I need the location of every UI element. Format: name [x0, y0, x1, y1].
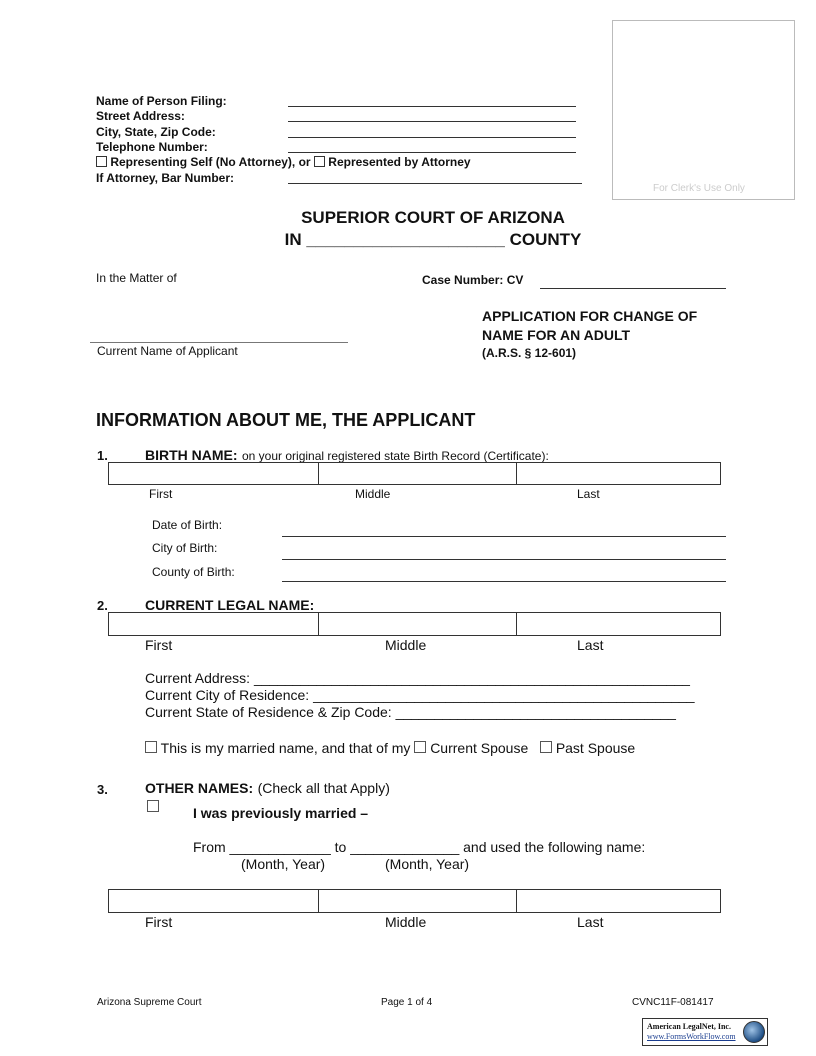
date-of-birth-field[interactable]: [282, 536, 726, 537]
bar-number-field[interactable]: [288, 183, 582, 184]
current-spouse-checkbox[interactable]: [414, 741, 426, 753]
clerk-use-box: [612, 20, 795, 200]
s1-first-label: First: [149, 487, 173, 501]
month-year-from-label: (Month, Year): [241, 856, 326, 872]
section-heading: INFORMATION ABOUT ME, THE APPLICANT: [96, 410, 476, 430]
statute-citation: (A.R.S. § 12-601): [482, 346, 577, 360]
s2-middle-label: Middle: [385, 637, 427, 653]
bar-number-label: If Attorney, Bar Number:: [96, 171, 235, 185]
filer-street-field[interactable]: [288, 121, 576, 122]
attorney-representation-checkbox[interactable]: [314, 156, 325, 167]
self-representation-checkbox[interactable]: [96, 156, 107, 167]
case-number-field[interactable]: [540, 288, 726, 289]
previously-married-checkbox[interactable]: [147, 800, 159, 812]
current-name-boxes: [108, 612, 721, 636]
s1-number: 1.: [97, 448, 108, 463]
logo-line-2: www.FormsWorkFlow.com: [647, 1032, 736, 1041]
s3-last-label: Last: [577, 914, 604, 930]
month-year-to-label: (Month, Year): [385, 856, 470, 872]
attorney-representation-label: Represented by Attorney: [328, 155, 471, 169]
married-name-label: This is my married name, and that of my: [160, 740, 411, 756]
marriage-date-range-line[interactable]: From _____________ to ______________ and used the following name:: [193, 839, 646, 855]
current-state-zip-line[interactable]: Current State of Residence & Zip Code: ____________________________________: [145, 704, 676, 720]
current-first-name-input[interactable]: [109, 613, 319, 635]
past-spouse-checkbox[interactable]: [540, 741, 552, 753]
s3-heading: [145, 780, 390, 798]
s1-last-label: Last: [577, 487, 600, 501]
clerk-use-label: For Clerk's Use Only: [653, 183, 745, 194]
s2-last-label: Last: [577, 637, 604, 653]
county-line: IN _____________________ COUNTY: [284, 230, 582, 249]
s3-desc: (Check all that Apply): [257, 780, 390, 796]
filer-city-label: City, State, Zip Code:: [96, 125, 216, 139]
s1-desc: on your original registered state Birth Record (Certificate):: [242, 449, 549, 463]
birth-last-name-input[interactable]: [517, 463, 720, 484]
date-of-birth-label: Date of Birth:: [152, 518, 223, 532]
current-name-applicant-label: Current Name of Applicant: [97, 344, 238, 358]
previously-married-label: I was previously married –: [193, 805, 369, 821]
married-name-row: [145, 740, 635, 756]
footer-page-number: Page 1 of 4: [381, 997, 433, 1008]
case-number-label: Case Number: CV: [422, 273, 524, 287]
past-spouse-label: Past Spouse: [555, 740, 636, 756]
county-of-birth-label: County of Birth:: [152, 565, 235, 579]
filer-name-field[interactable]: [288, 106, 576, 107]
other-first-name-input[interactable]: [109, 890, 319, 912]
in-the-matter-label: In the Matter of: [96, 271, 177, 285]
city-of-birth-label: City of Birth:: [152, 541, 218, 555]
other-name-boxes: [108, 889, 721, 913]
current-city-line[interactable]: Current City of Residence: _________________________________________________: [145, 687, 695, 703]
representation-row: [96, 155, 471, 169]
globe-icon: [743, 1021, 765, 1043]
current-last-name-input[interactable]: [517, 613, 720, 635]
s2-title: CURRENT LEGAL NAME:: [145, 597, 315, 613]
current-address-line[interactable]: Current Address: ________________________________________________________: [145, 670, 690, 686]
s2-first-label: First: [145, 637, 173, 653]
application-title-2: NAME FOR AN ADULT: [482, 327, 631, 343]
filer-street-label: Street Address:: [96, 109, 185, 123]
s2-number: 2.: [97, 598, 108, 613]
legalnet-logo: [642, 1018, 768, 1046]
birth-name-boxes: [108, 462, 721, 485]
s3-first-label: First: [145, 914, 173, 930]
s3-middle-label: Middle: [385, 914, 427, 930]
filer-phone-field[interactable]: [288, 152, 576, 153]
s1-middle-label: Middle: [355, 487, 391, 501]
filer-city-field[interactable]: [288, 137, 576, 138]
s3-number: 3.: [97, 782, 108, 797]
self-representation-label: Representing Self (No Attorney), or: [110, 155, 311, 169]
filer-name-label: Name of Person Filing:: [96, 94, 227, 108]
court-title: SUPERIOR COURT OF ARIZONA: [301, 208, 565, 227]
application-title-1: APPLICATION FOR CHANGE OF: [482, 308, 698, 324]
city-of-birth-field[interactable]: [282, 559, 726, 560]
county-of-birth-field[interactable]: [282, 581, 726, 582]
logo-line-1: American LegalNet, Inc.: [647, 1022, 731, 1031]
current-name-applicant-field[interactable]: [90, 342, 348, 343]
filer-phone-label: Telephone Number:: [96, 140, 208, 154]
footer-form-code: CVNC11F-081417: [632, 997, 714, 1008]
other-middle-name-input[interactable]: [319, 890, 517, 912]
married-name-checkbox[interactable]: [145, 741, 157, 753]
other-last-name-input[interactable]: [517, 890, 720, 912]
footer-left: Arizona Supreme Court: [97, 997, 202, 1008]
birth-middle-name-input[interactable]: [319, 463, 517, 484]
s1-title: BIRTH NAME:: [145, 447, 238, 463]
birth-first-name-input[interactable]: [109, 463, 319, 484]
current-spouse-label: Current Spouse: [430, 740, 529, 756]
s3-title: OTHER NAMES:: [145, 780, 254, 796]
current-middle-name-input[interactable]: [319, 613, 517, 635]
